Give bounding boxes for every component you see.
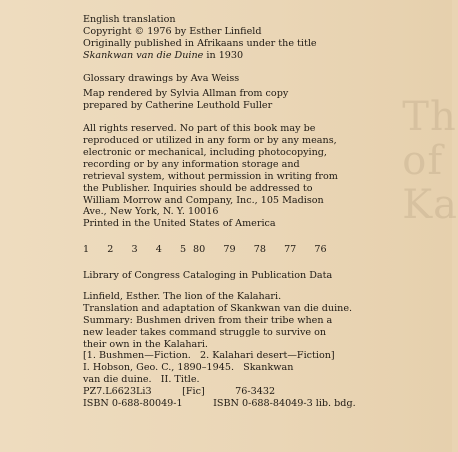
printing-line (83, 244, 443, 256)
rights-line: All rights reserved. No part of this book may be (83, 123, 316, 135)
cip-entry (83, 291, 443, 410)
translation-credit: English translation (83, 14, 176, 25)
copyright-notice: Copyright © 1976 by Esther Linfield (83, 25, 262, 37)
rights-line: retrieval system, without permission in writing from (83, 170, 338, 182)
cip-line: van die duine. II. Title. (83, 374, 200, 386)
map-credit-line-1: Map rendered by Sylvia Allman from copy (83, 88, 289, 100)
glossary-credit: Glossary drawings by Ava Weiss (83, 72, 240, 84)
rights-line: reproduced or utilized in any form or by any means, (83, 135, 337, 147)
original-publication-note: Originally published in Afrikaans under the title (83, 37, 317, 49)
year-numbers: 80 79 78 77 76 (193, 244, 327, 256)
cip-heading: Library of Congress Cataloging in Publication Data (83, 270, 333, 282)
cip-line: Linfield, Esther. The lion of the Kalahari. (83, 291, 282, 303)
rights-line: William Morrow and Company, Inc., 105 Madison (83, 194, 324, 206)
rights-paragraph (83, 123, 443, 230)
map-credit-line-2: prepared by Catherine Leuthold Fuller (83, 100, 273, 112)
original-title-line (83, 50, 443, 62)
original-title: Skankwan van die Duine (83, 49, 204, 61)
rights-line: Ave., New York, N. Y. 10016 (83, 206, 219, 218)
rights-line: electronic or mechanical, including photocopying, (83, 147, 327, 159)
original-year: in 1930 (203, 49, 244, 61)
cip-call-number: PZ7.L6623Li3 [Fic] 76-3432 (83, 386, 276, 398)
cip-line: new leader takes command struggle to survive on (83, 326, 327, 338)
cip-line: Summary: Bushmen driven from their tribe when a (83, 314, 333, 326)
cip-line: [1. Bushmen—Fiction. 2. Kalahari desert—Fiction] (83, 350, 335, 362)
bleed-through-shadow: Th of Ka (402, 94, 458, 228)
impression-numbers: 1 2 3 4 5 (83, 244, 187, 256)
rights-line: recording or by any information storage and (83, 158, 300, 170)
cip-line: their own in the Kalahari. (83, 338, 208, 350)
cip-line: I. Hobson, Geo. C., 1890–1945. Skankwan (83, 362, 294, 374)
rights-line: the Publisher. Inquiries should be addressed to (83, 182, 313, 194)
cip-isbn: ISBN 0-688-80049-1 ISBN 0-688-84049-3 lib. bdg. (83, 398, 356, 410)
printed-in-line: Printed in the United States of America (83, 218, 276, 230)
copyright-text-block (83, 14, 443, 410)
cip-line: Translation and adaptation of Skankwan van die duine. (83, 302, 353, 314)
